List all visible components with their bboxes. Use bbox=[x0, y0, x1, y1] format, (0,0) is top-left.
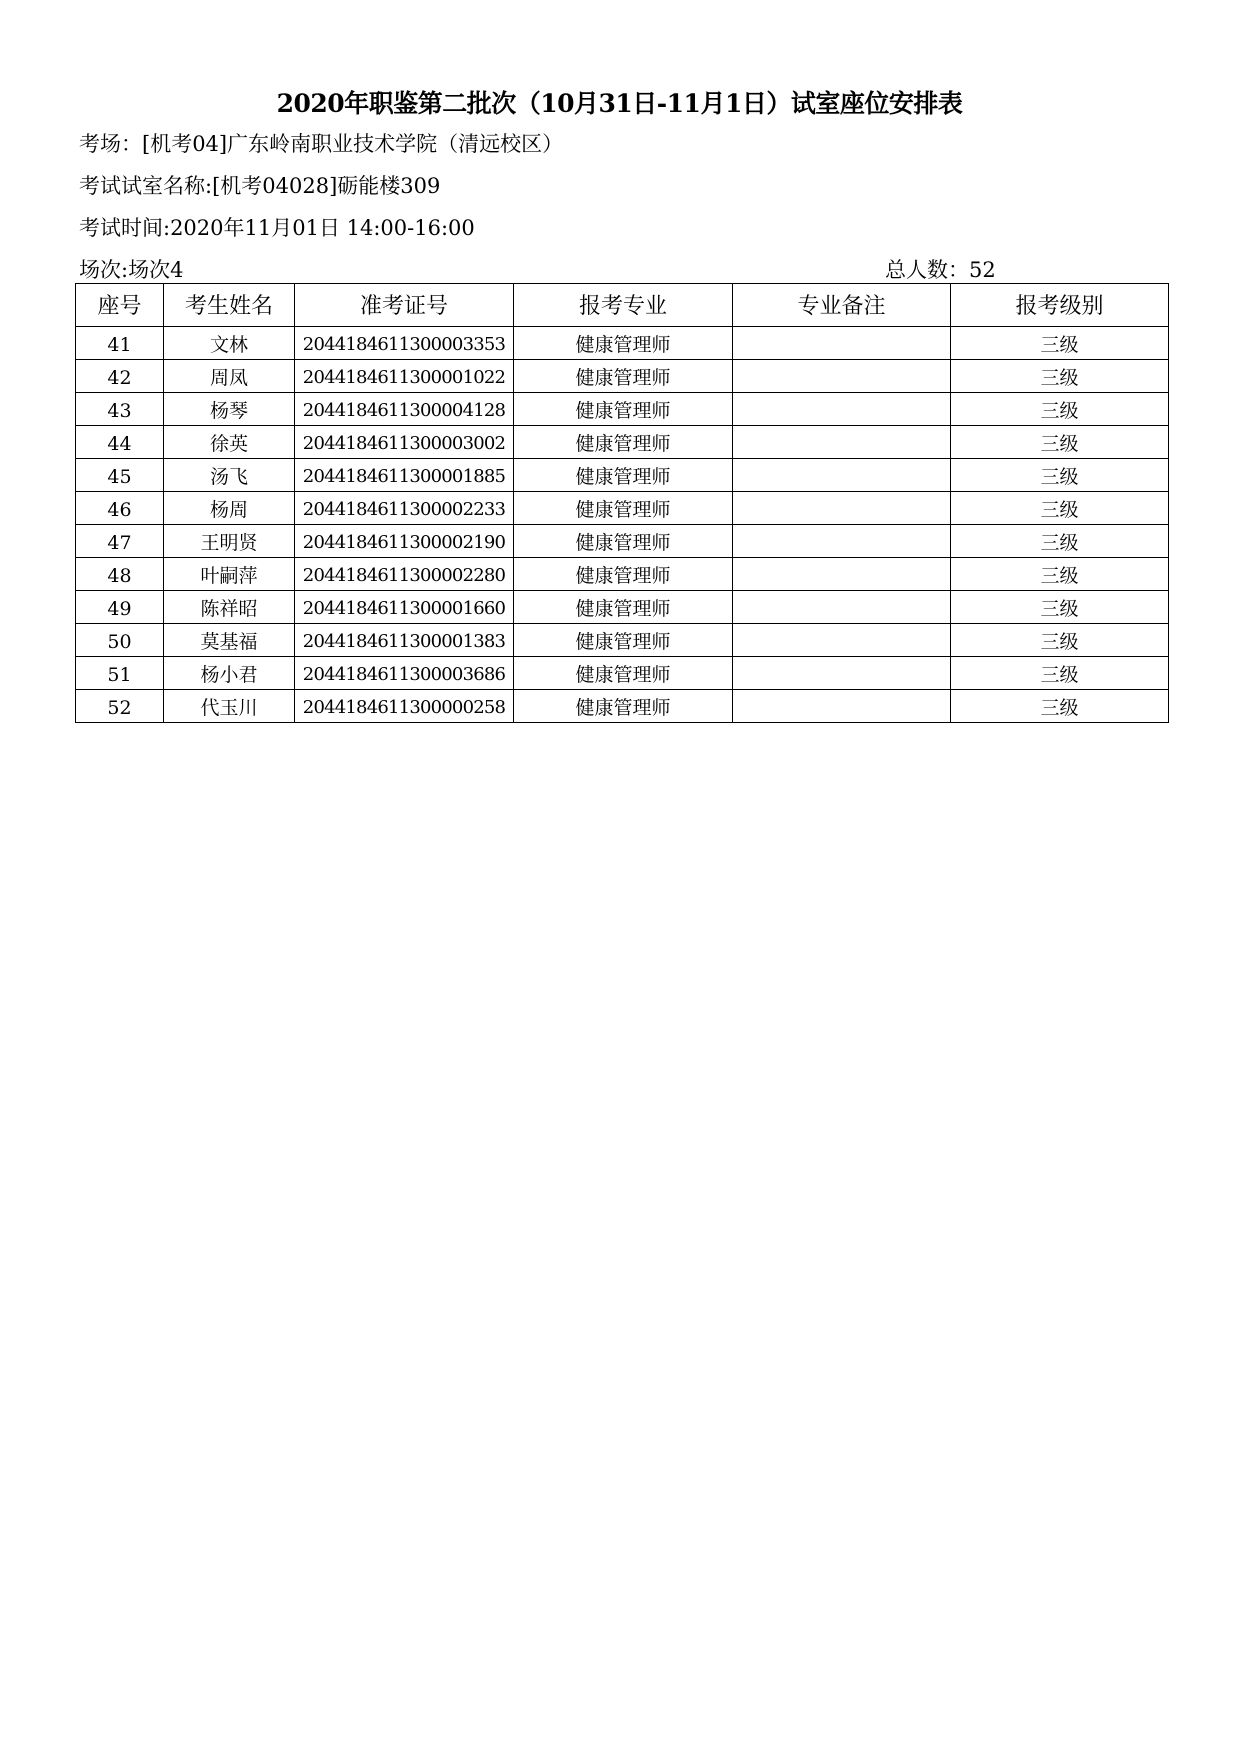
major-cell: 健康管理师 bbox=[514, 690, 733, 723]
table-row bbox=[76, 558, 1169, 591]
header-note: 专业备注 bbox=[733, 284, 951, 327]
seat-cell: 51 bbox=[76, 657, 164, 690]
note-cell bbox=[733, 657, 951, 690]
note-cell bbox=[733, 327, 951, 360]
table-row bbox=[76, 426, 1169, 459]
table-row bbox=[76, 624, 1169, 657]
note-cell bbox=[733, 426, 951, 459]
level-cell: 三级 bbox=[951, 426, 1169, 459]
ticket-cell: 2044184611300001383 bbox=[295, 624, 514, 657]
level-cell: 三级 bbox=[951, 525, 1169, 558]
seat-cell: 49 bbox=[76, 591, 164, 624]
level-cell: 三级 bbox=[951, 459, 1169, 492]
seat-table bbox=[75, 283, 1169, 723]
major-cell: 健康管理师 bbox=[514, 393, 733, 426]
seat-cell: 41 bbox=[76, 327, 164, 360]
header-seat: 座号 bbox=[76, 284, 164, 327]
name-cell: 莫基福 bbox=[164, 624, 295, 657]
level-cell: 三级 bbox=[951, 591, 1169, 624]
ticket-cell: 2044184611300003002 bbox=[295, 426, 514, 459]
name-cell: 代玉川 bbox=[164, 690, 295, 723]
ticket-cell: 2044184611300002233 bbox=[295, 492, 514, 525]
room-name: 考试试室名称:[机考04028]砺能楼309 bbox=[79, 174, 441, 198]
header-name: 考生姓名 bbox=[164, 284, 295, 327]
name-cell: 王明贤 bbox=[164, 525, 295, 558]
major-cell: 健康管理师 bbox=[514, 624, 733, 657]
note-cell bbox=[733, 393, 951, 426]
level-cell: 三级 bbox=[951, 657, 1169, 690]
level-cell: 三级 bbox=[951, 492, 1169, 525]
table-row bbox=[76, 360, 1169, 393]
note-cell bbox=[733, 558, 951, 591]
seat-cell: 48 bbox=[76, 558, 164, 591]
session-label: 场次:场次4 bbox=[79, 258, 184, 282]
table-row bbox=[76, 492, 1169, 525]
seat-cell: 50 bbox=[76, 624, 164, 657]
table-row bbox=[76, 591, 1169, 624]
table-row bbox=[76, 657, 1169, 690]
seat-cell: 44 bbox=[76, 426, 164, 459]
level-cell: 三级 bbox=[951, 558, 1169, 591]
ticket-cell: 2044184611300003686 bbox=[295, 657, 514, 690]
note-cell bbox=[733, 591, 951, 624]
table-body bbox=[76, 327, 1169, 723]
total-count: 总人数：52 bbox=[885, 258, 996, 282]
seat-cell: 43 bbox=[76, 393, 164, 426]
seat-cell: 46 bbox=[76, 492, 164, 525]
seat-cell: 52 bbox=[76, 690, 164, 723]
note-cell bbox=[733, 525, 951, 558]
name-cell: 陈祥昭 bbox=[164, 591, 295, 624]
page-title: 2020年职鉴第二批次（10月31日-11月1日）试室座位安排表 bbox=[276, 89, 963, 118]
session-row bbox=[79, 254, 1013, 284]
name-cell: 周凤 bbox=[164, 360, 295, 393]
table-row bbox=[76, 393, 1169, 426]
major-cell: 健康管理师 bbox=[514, 327, 733, 360]
seat-cell: 47 bbox=[76, 525, 164, 558]
note-cell bbox=[733, 492, 951, 525]
level-cell: 三级 bbox=[951, 327, 1169, 360]
ticket-cell: 2044184611300003353 bbox=[295, 327, 514, 360]
table-row bbox=[76, 459, 1169, 492]
ticket-cell: 2044184611300001885 bbox=[295, 459, 514, 492]
table-row bbox=[76, 525, 1169, 558]
note-cell bbox=[733, 690, 951, 723]
major-cell: 健康管理师 bbox=[514, 360, 733, 393]
note-cell bbox=[733, 624, 951, 657]
table-row bbox=[76, 327, 1169, 360]
ticket-cell: 2044184611300002280 bbox=[295, 558, 514, 591]
name-cell: 杨琴 bbox=[164, 393, 295, 426]
note-cell bbox=[733, 459, 951, 492]
major-cell: 健康管理师 bbox=[514, 426, 733, 459]
seat-cell: 45 bbox=[76, 459, 164, 492]
table-row bbox=[76, 690, 1169, 723]
name-cell: 叶嗣萍 bbox=[164, 558, 295, 591]
name-cell: 杨小君 bbox=[164, 657, 295, 690]
name-cell: 文林 bbox=[164, 327, 295, 360]
level-cell: 三级 bbox=[951, 624, 1169, 657]
exam-time: 考试时间:2020年11月01日 14:00-16:00 bbox=[79, 216, 475, 240]
header-ticket: 准考证号 bbox=[295, 284, 514, 327]
major-cell: 健康管理师 bbox=[514, 591, 733, 624]
table-header-row bbox=[76, 284, 1169, 327]
ticket-cell: 2044184611300004128 bbox=[295, 393, 514, 426]
seat-cell: 42 bbox=[76, 360, 164, 393]
level-cell: 三级 bbox=[951, 690, 1169, 723]
major-cell: 健康管理师 bbox=[514, 558, 733, 591]
header-level: 报考级别 bbox=[951, 284, 1169, 327]
exam-site: 考场：[机考04]广东岭南职业技术学院（清远校区） bbox=[79, 132, 564, 156]
name-cell: 杨周 bbox=[164, 492, 295, 525]
header-major: 报考专业 bbox=[514, 284, 733, 327]
note-cell bbox=[733, 360, 951, 393]
ticket-cell: 2044184611300001022 bbox=[295, 360, 514, 393]
name-cell: 徐英 bbox=[164, 426, 295, 459]
level-cell: 三级 bbox=[951, 360, 1169, 393]
level-cell: 三级 bbox=[951, 393, 1169, 426]
ticket-cell: 2044184611300000258 bbox=[295, 690, 514, 723]
major-cell: 健康管理师 bbox=[514, 459, 733, 492]
major-cell: 健康管理师 bbox=[514, 525, 733, 558]
ticket-cell: 2044184611300001660 bbox=[295, 591, 514, 624]
ticket-cell: 2044184611300002190 bbox=[295, 525, 514, 558]
major-cell: 健康管理师 bbox=[514, 492, 733, 525]
major-cell: 健康管理师 bbox=[514, 657, 733, 690]
name-cell: 汤飞 bbox=[164, 459, 295, 492]
